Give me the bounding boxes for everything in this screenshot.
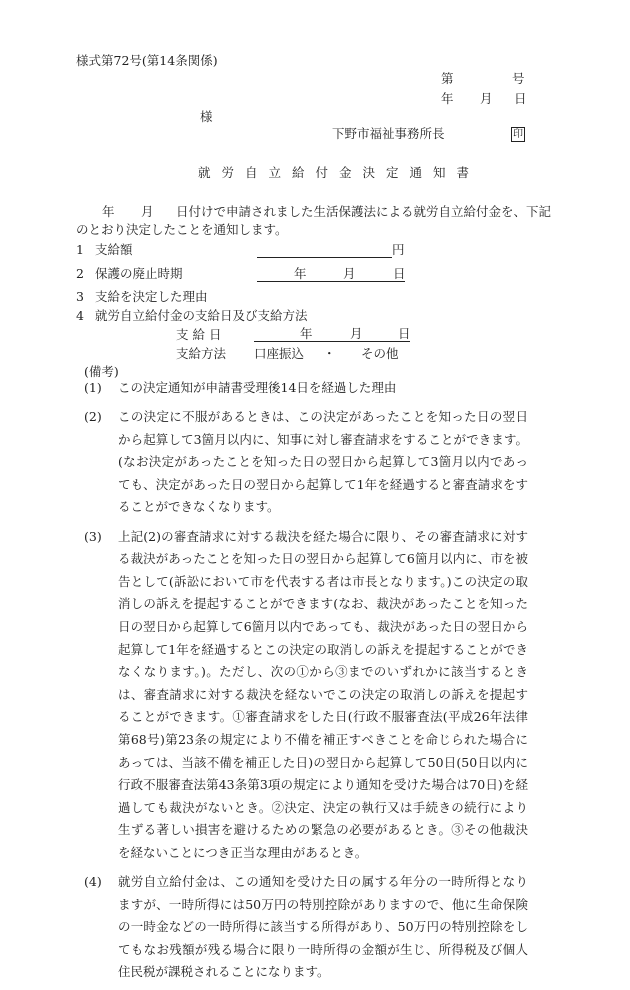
remarks-list bbox=[84, 377, 528, 990]
amount-unit: 円 bbox=[392, 242, 405, 257]
remark-item bbox=[84, 871, 528, 984]
item-number: 2 bbox=[76, 266, 84, 281]
remark-text: 就労自立給付金は、この通知を受けた日の属する年分の一時所得となりますが、一時所得には50万円の特別控除がありますので、他に生命保険の一時金などの一時所得に該当する所得があり、50万円の特別控除をしてもなお残額が残る場合に限り一時所得の金額が生じ、所得税及び個人住民税が課税されることになります。 bbox=[118, 873, 528, 980]
date-month-label: 月 bbox=[480, 91, 493, 106]
addressee-honorific: 様 bbox=[200, 109, 213, 124]
remark-text: 上記(2)の審査請求に対する裁決を経た場合に限り、その審査請求に対する裁決があったことを知った日の翌日から起算して6箇月以内に、市を被告として(訴訟において市を代表する者は市長となります。)この決定の取消しの訴えを提起することができます(なお、裁決があったことを知った日の翌日から起算して6箇月以内であっても、裁決があった日の翌日から起算して1年を経過するとこの決定の取消しの訴えを提起することができなくなります。)。ただし、次の①から③までのいずれかに該当するときは、審査請求に対する裁決を経ないでこの決定の取消しの訴えを提起することができます。①審査請求をした日(行政不服審査法(平成26年法律第68号)第23条の規定により不備を補正すべきことを命じられた場合にあっては、当該不備を補正した日)の翌日から起算して50日(50日以内に行政不服審査法第43条第3項の規定により通知を受けた場合は70日)を経過しても裁決がないとき。②決定、決定の執行又は手続きの続行により生ずる著しい損害を避けるための緊急の必要があるとき。③その他裁決を経ないことにつき正当な理由があるとき。 bbox=[118, 528, 528, 860]
form-number: 様式第72号(第14条関係) bbox=[76, 53, 218, 68]
remark-number: (2) bbox=[84, 409, 102, 425]
remark-item bbox=[84, 526, 528, 865]
payment-method-separator: ・ bbox=[323, 346, 336, 361]
remark-text: この決定通知が申請書受理後14日を経過した理由 bbox=[118, 380, 397, 395]
payment-method-bank: 口座振込 bbox=[254, 346, 305, 361]
remark-number: (1) bbox=[84, 380, 102, 395]
amount-underline bbox=[257, 257, 392, 258]
payment-year: 年 bbox=[300, 326, 313, 341]
item-number: 1 bbox=[76, 242, 84, 257]
remark-item bbox=[84, 406, 528, 519]
abolition-month: 月 bbox=[343, 266, 356, 281]
payment-month: 月 bbox=[350, 326, 363, 341]
seal-mark: 印 bbox=[511, 127, 525, 142]
date-day-label: 日 bbox=[514, 91, 527, 106]
remark-item bbox=[84, 377, 528, 400]
remark-number: (3) bbox=[84, 528, 102, 544]
item-label-reason: 支給を決定した理由 bbox=[95, 289, 208, 304]
intro-year: 年 bbox=[102, 204, 115, 219]
intro-text-line2: のとおり決定したことを通知します。 bbox=[76, 222, 288, 237]
document-title: 就労自立給付金決定通知書 bbox=[198, 165, 481, 180]
payment-date-underline bbox=[254, 341, 410, 342]
intro-text-line1: 日付けで申請されました生活保護法による就労自立給付金を、下記 bbox=[176, 204, 552, 219]
item-label-payment: 就労自立給付金の支給日及び支給方法 bbox=[95, 308, 308, 323]
remarks-heading: (備考) bbox=[84, 364, 119, 379]
item-label-abolition: 保護の廃止時期 bbox=[95, 266, 183, 281]
item-number: 4 bbox=[76, 308, 84, 323]
abolition-date-underline bbox=[257, 281, 405, 282]
payment-day: 日 bbox=[398, 326, 411, 341]
remark-number: (4) bbox=[84, 873, 102, 889]
item-label-amount: 支給額 bbox=[95, 242, 133, 257]
date-year-label: 年 bbox=[441, 91, 454, 106]
number-prefix: 第 bbox=[441, 71, 454, 86]
intro-month: 月 bbox=[141, 204, 154, 219]
payment-date-label: 支 給 日 bbox=[176, 327, 222, 342]
payment-method-label: 支給方法 bbox=[176, 346, 227, 361]
abolition-year: 年 bbox=[294, 266, 307, 281]
abolition-day: 日 bbox=[393, 266, 406, 281]
number-suffix: 号 bbox=[512, 71, 525, 86]
issuer-name: 下野市福祉事務所長 bbox=[332, 126, 445, 141]
payment-method-other: その他 bbox=[361, 346, 399, 361]
item-number: 3 bbox=[76, 289, 84, 304]
remark-text: この決定に不服があるときは、この決定があったことを知った日の翌日から起算して3箇月以内に、知事に対し審査請求をすることができます。(なお決定があったことを知った日の翌日から起算して3箇月以内であっても、決定があった日の翌日から起算して1年を経過すると審査請求をすることができなくなります。 bbox=[118, 409, 528, 515]
